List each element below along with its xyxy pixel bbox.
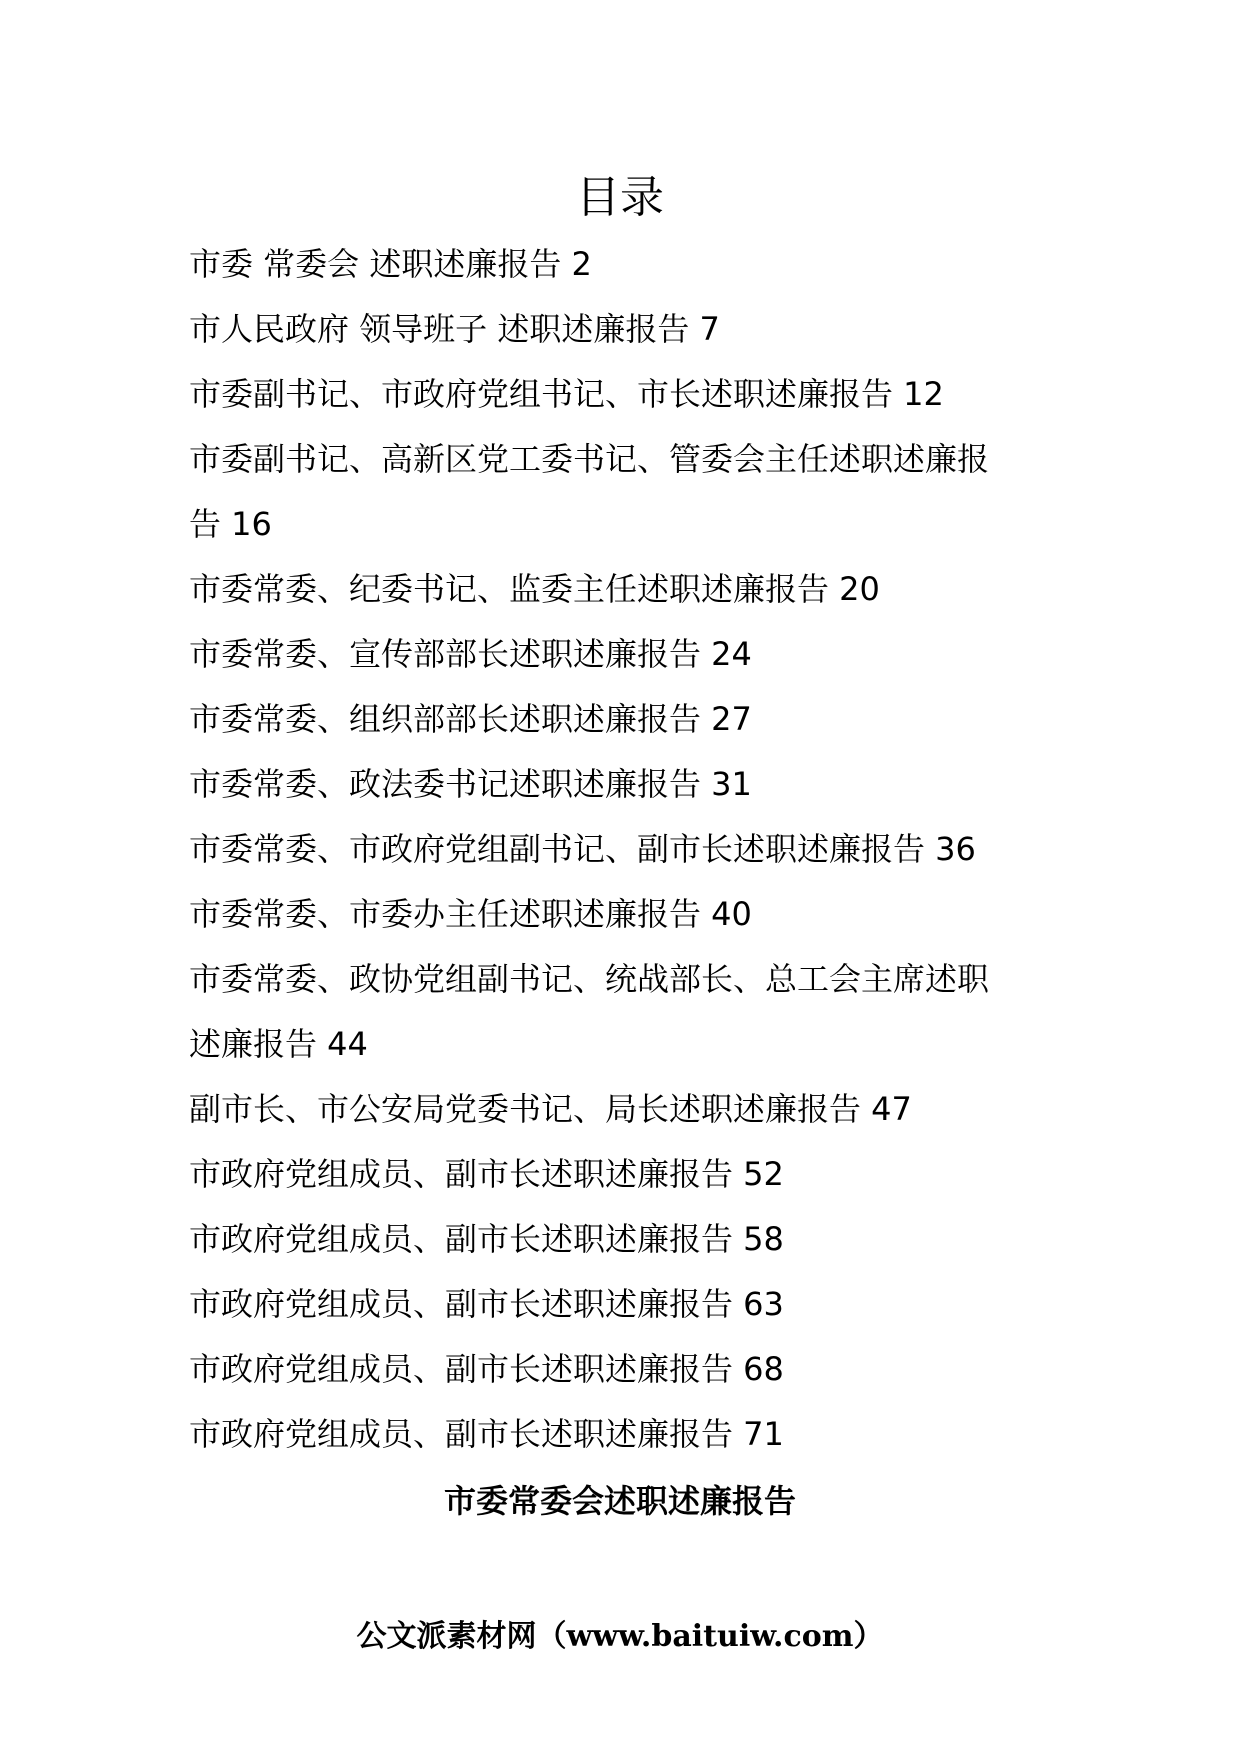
toc-line: 市政府党组成员、副市长述职述廉报告 52 xyxy=(189,1155,784,1193)
toc-line: 市委常委、市政府党组副书记、副市长述职述廉报告 36 xyxy=(189,830,976,868)
toc-line: 告 16 xyxy=(189,505,272,543)
toc-line: 市政府党组成员、副市长述职述廉报告 71 xyxy=(189,1415,784,1453)
toc-line: 市委副书记、市政府党组书记、市长述职述廉报告 12 xyxy=(189,375,944,413)
toc-line: 市政府党组成员、副市长述职述廉报告 58 xyxy=(189,1220,784,1258)
toc-line: 市委常委、政法委书记述职述廉报告 31 xyxy=(189,765,752,803)
toc-title: 目录 xyxy=(576,172,664,223)
toc-line: 述廉报告 44 xyxy=(189,1025,368,1063)
toc-line: 市政府党组成员、副市长述职述廉报告 63 xyxy=(189,1285,784,1323)
footer-watermark: 公文派素材网（www.baituiw.com） xyxy=(356,1619,884,1654)
toc-line: 市委 常委会 述职述廉报告 2 xyxy=(189,245,592,283)
toc-line: 市政府党组成员、副市长述职述廉报告 68 xyxy=(189,1350,784,1388)
toc-line: 市委常委、纪委书记、监委主任述职述廉报告 20 xyxy=(189,570,880,608)
toc-line: 副市长、市公安局党委书记、局长述职述廉报告 47 xyxy=(189,1090,912,1128)
toc-line: 市委常委、组织部部长述职述廉报告 27 xyxy=(189,700,752,738)
toc-line: 市委常委、政协党组副书记、统战部长、总工会主席述职 xyxy=(189,960,990,998)
toc-line: 市委副书记、高新区党工委书记、管委会主任述职述廉报 xyxy=(189,440,990,478)
section-heading: 市委常委会述职述廉报告 xyxy=(443,1482,796,1520)
toc-list xyxy=(189,232,1039,1467)
toc-line: 市人民政府 领导班子 述职述廉报告 7 xyxy=(189,310,720,348)
toc-line: 市委常委、市委办主任述职述廉报告 40 xyxy=(189,895,752,933)
toc-line: 市委常委、宣传部部长述职述廉报告 24 xyxy=(189,635,752,673)
